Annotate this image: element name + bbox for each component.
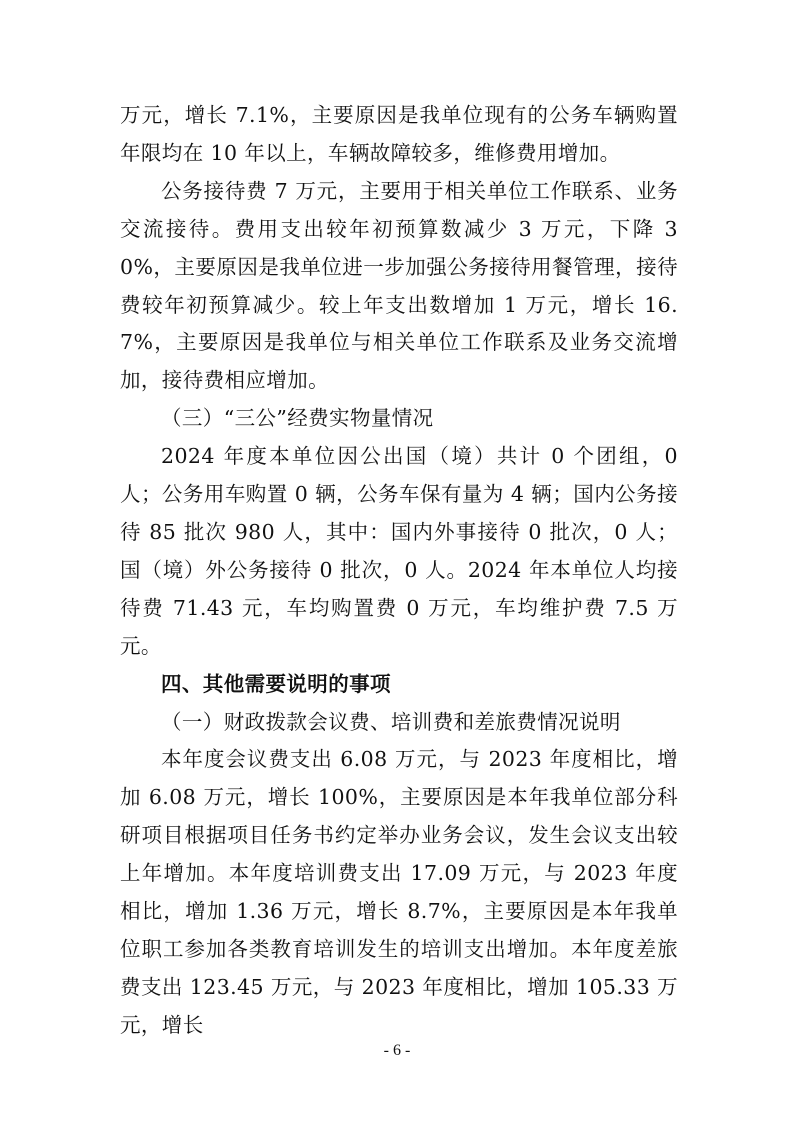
paragraph-continuation: 万元，增长 7.1%，主要原因是我单位现有的公务车辆购置年限均在 10 年以上，车辆故障较多，维修费用增加。 [120,103,678,165]
section-heading-physical-quantity: （三）“三公”经费实物量情况 [161,406,434,431]
paragraph-reception-fee: 公务接待费 7 万元，主要用于相关单位工作联系、业务交流接待。费用支出较年初预算数减少 3 万元，下降 30%，主要原因是我单位进一步加强公务接待用餐管理，接待费较年初预算减少。较上年支出数增加 1 万元，增长 16.7%，主要原因是我单位与相关单位工作联系及业务交流增加，接待费相应增加。 [120,178,678,393]
paragraph-physical-quantity: 2024 年度本单位因公出国（境）共计 0 个团组，0 人；公务用车购置 0 辆，公务车保有量为 4 辆；国内公务接待 85 批次 980 人，其中：国内外事接待 0 批次，0 人；国（境）外公务接待 0 批次，0 人。2024 年本单位人均接待费 71.43 元，车均购置费 0 万元，车均维护费 7.5 万元。 [120,444,678,658]
page-number: - 6 - [383,1042,411,1059]
section-heading-meeting-training-travel: （一）财政拨款会议费、培训费和差旅费情况说明 [161,709,621,734]
section-heading-other-matters: 四、其他需要说明的事项 [161,671,391,696]
document-body [120,97,678,1045]
paragraph-meeting-training-travel: 本年度会议费支出 6.08 万元，与 2023 年度相比，增加 6.08 万元，增长 100%，主要原因是本年我单位部分科研项目根据项目任务书约定举办业务会议，发生会议支出较上年增加。本年度培训费支出 17.09 万元，与 2023 年度相比，增加 1.36 万元，增长 8.7%，主要原因是本年我单位职工参加各类教育培训发生的培训支出增加。本年度差旅费支出 123.45 万元，与 2023 年度相比，增加 105.33 万元，增长 [120,747,678,1037]
